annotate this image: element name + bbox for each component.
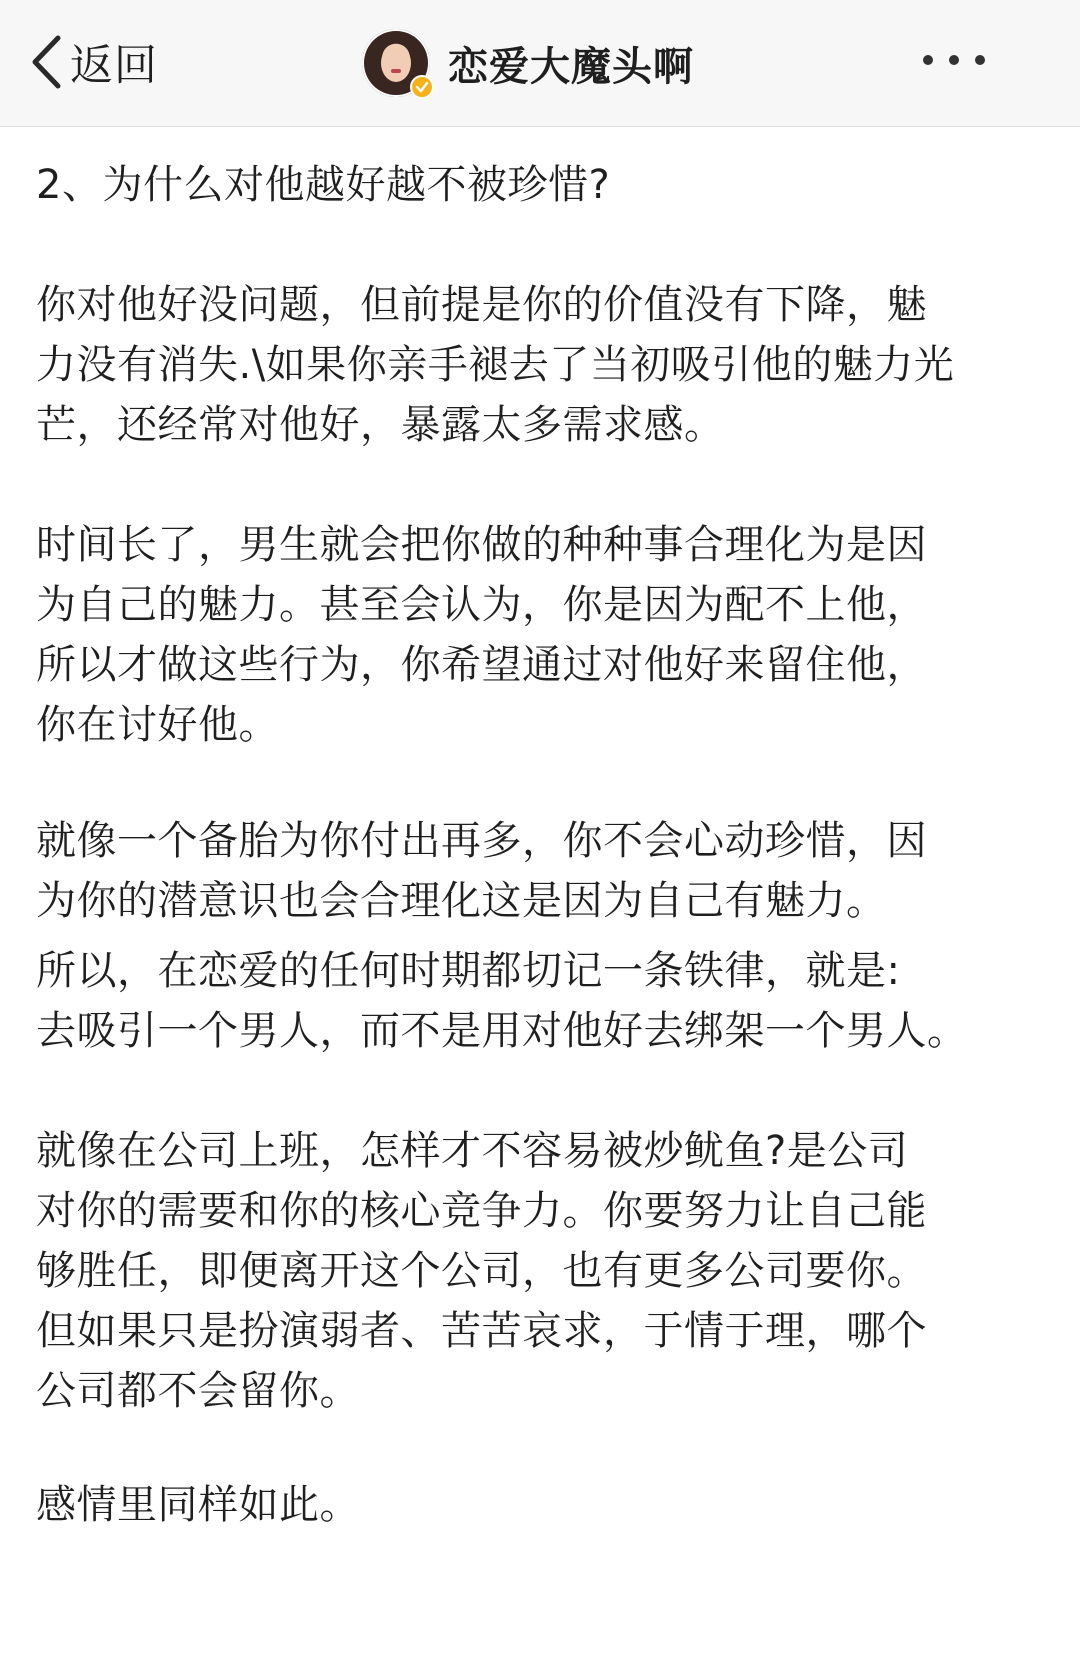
post-paragraph: 时间长了，男生就会把你做的种种事合理化为是因 为自己的魅力。甚至会认为，你是因为配不上他， 所以才做这些行为，你希望通过对他好来留住他， 你在讨好他。 [36, 522, 927, 748]
avatar[interactable] [362, 29, 430, 97]
back-button[interactable] [28, 30, 158, 94]
top-navigation-bar [0, 0, 1080, 127]
avatar-face-shape [381, 44, 411, 82]
post-heading: 2、为什么对他越好越不被珍惜? [36, 162, 611, 208]
avatar-lips-shape [391, 69, 401, 73]
post-paragraph: 就像一个备胎为你付出再多，你不会心动珍惜，因 为你的潜意识也会合理化这是因为自己有魅力。 [36, 818, 927, 924]
chevron-left-icon [28, 34, 64, 90]
more-options-button[interactable] [920, 40, 990, 80]
more-dots-icon [920, 65, 990, 84]
post-paragraph: 就像在公司上班，怎样才不容易被炒鱿鱼?是公司 对你的需要和你的核心竞争力。你要努力让自己能 够胜任，即便离开这个公司，也有更多公司要你。 但如果只是扮演弱者、苦苦哀求，于情于理，哪个 公司都不会留你。 [36, 1128, 927, 1414]
author-nickname[interactable]: 恋爱大魔头啊 [448, 43, 694, 90]
post-paragraph: 你对他好没问题，但前提是你的价值没有下降，魅 力没有消失.\如果你亲手褪去了当初吸引他的魅力光 芒，还经常对他好，暴露太多需求感。 [36, 282, 955, 448]
post-paragraph: 所以，在恋爱的任何时期都切记一条铁律，就是: 去吸引一个男人，而不是用对他好去绑架一个男人。 [36, 948, 968, 1054]
back-label: 返回 [70, 40, 158, 91]
verified-badge-icon [410, 75, 434, 99]
post-paragraph: 感情里同样如此。 [36, 1482, 360, 1528]
author-profile[interactable] [362, 26, 694, 100]
